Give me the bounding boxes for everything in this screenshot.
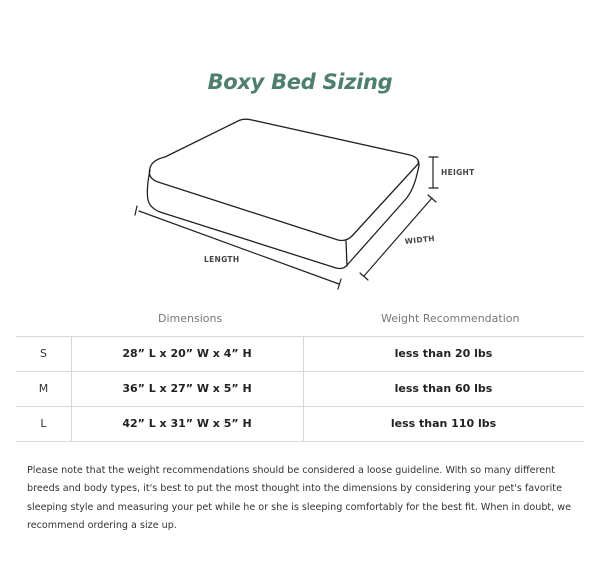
- sizing-note: Please note that the weight recommendations should be considered a loose guideline. With so many different breeds and body types, it's best to put the most thought into the dimensions by considering your pet's favorite sleeping style and measuring your pet while he or she is sleeping comfortably for the best fit. When in doubt, we recommend ordering a size up.: [27, 464, 572, 532]
- dimensions-cell: 28” L x 20” W x 4” H: [122, 347, 252, 360]
- length-line: [139, 211, 339, 284]
- weight-cell: less than 60 lbs: [394, 382, 493, 395]
- dimensions-cell: 42” L x 31” W x 5” H: [122, 417, 252, 430]
- sizing-table: [16, 336, 584, 442]
- size-cell: L: [40, 417, 47, 430]
- width-label: WIDTH: [404, 233, 436, 246]
- size-cell: M: [38, 382, 49, 395]
- dimensions-header: Dimensions: [158, 312, 223, 325]
- bed-top-face: [149, 119, 418, 240]
- bed-right-side: [348, 160, 419, 264]
- table-row: [16, 372, 584, 407]
- weight-cell: less than 20 lbs: [394, 347, 493, 360]
- weight-header: Weight Recommendation: [381, 312, 520, 325]
- length-label: LENGTH: [204, 255, 240, 264]
- weight-cell: less than 110 lbs: [390, 417, 497, 430]
- table-row: [16, 407, 584, 442]
- height-label: HEIGHT: [441, 168, 475, 177]
- page-title: Boxy Bed Sizing: [207, 70, 393, 94]
- bed-front-corner: [346, 241, 347, 266]
- table-header: [0, 312, 600, 330]
- bed-front-side: [147, 170, 348, 269]
- size-cell: S: [40, 347, 47, 360]
- table-row: [16, 337, 584, 372]
- dimensions-cell: 36” L x 27” W x 5” H: [122, 382, 252, 395]
